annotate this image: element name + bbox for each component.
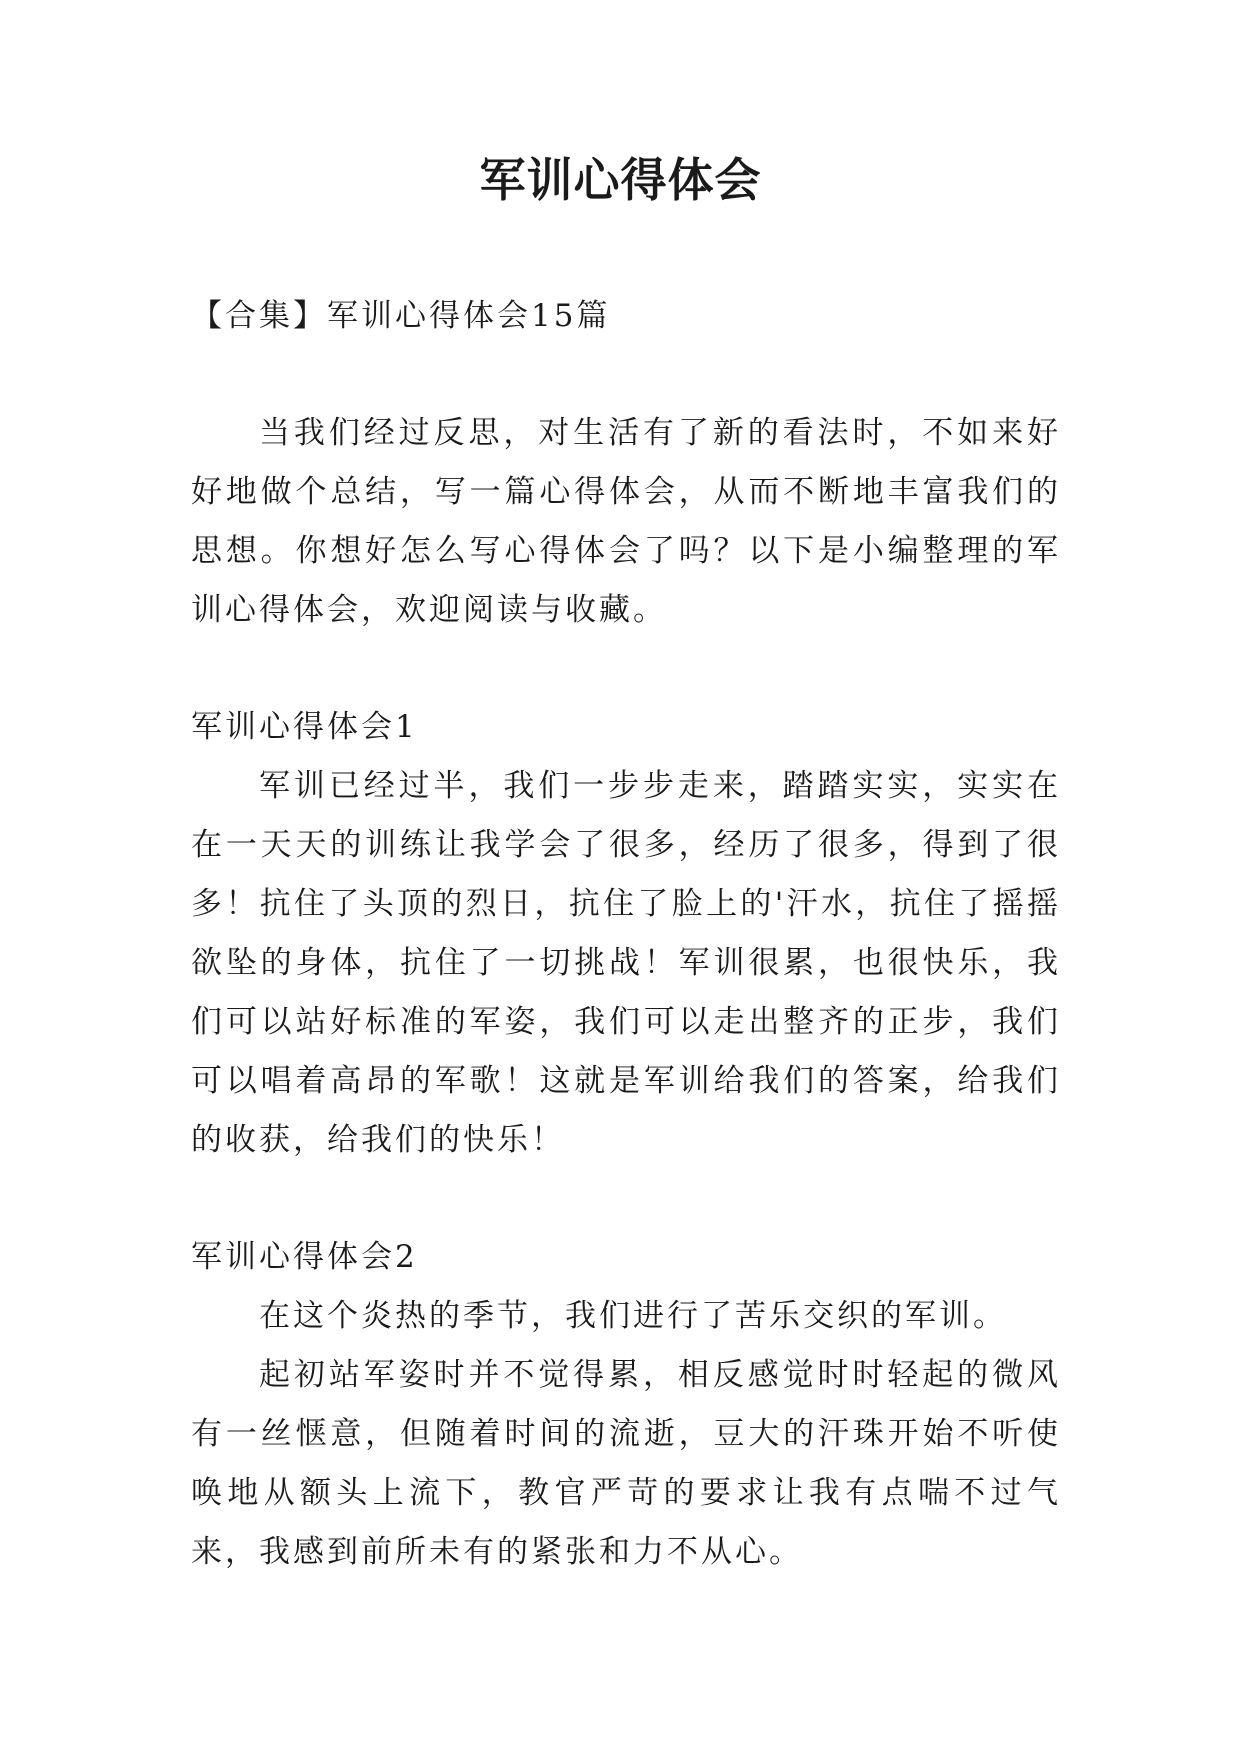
intro-paragraph: 当我们经过反思，对生活有了新的看法时，不如来好好地做个总结，写一篇心得体会，从而不断地丰富我们的思想。你想好怎么写心得体会了吗？以下是小编整理的军训心得体会，欢迎阅读与收藏。 (191, 415, 1061, 628)
section-2-paragraph-2: 起初站军姿时并不觉得累，相反感觉时时轻起的微风有一丝惬意，但随着时间的流逝，豆大的汗珠开始不听使唤地从额头上流下，教官严苛的要求让我有点喘不过气来，我感到前所未有的紧张和力不从心。 (191, 1357, 1061, 1570)
section-1-paragraph-1: 军训已经过半，我们一步步走来，踏踏实实，实实在在一天天的训练让我学会了很多，经历了很多，得到了很多！抗住了头顶的烈日，抗住了脸上的'汗水，抗住了摇摇欲坠的身体，抗住了一切挑战！军训很累，也很快乐，我们可以站好标准的军姿，我们可以走出整齐的正步，我们可以唱着高昂的军歌！这就是军训给我们的答案，给我们的收获，给我们的快乐！ (191, 768, 1061, 1158)
section-heading-2: 军训心得体会2 (191, 1239, 418, 1275)
document-title: 军训心得体会 (479, 153, 762, 207)
document-subtitle: 【合集】军训心得体会15篇 (191, 298, 611, 334)
document-body (191, 287, 1061, 1582)
section-heading-1: 军训心得体会1 (191, 709, 418, 745)
section-2-paragraph-1: 在这个炎热的季节，我们进行了苦乐交织的军训。 (259, 1298, 1007, 1334)
